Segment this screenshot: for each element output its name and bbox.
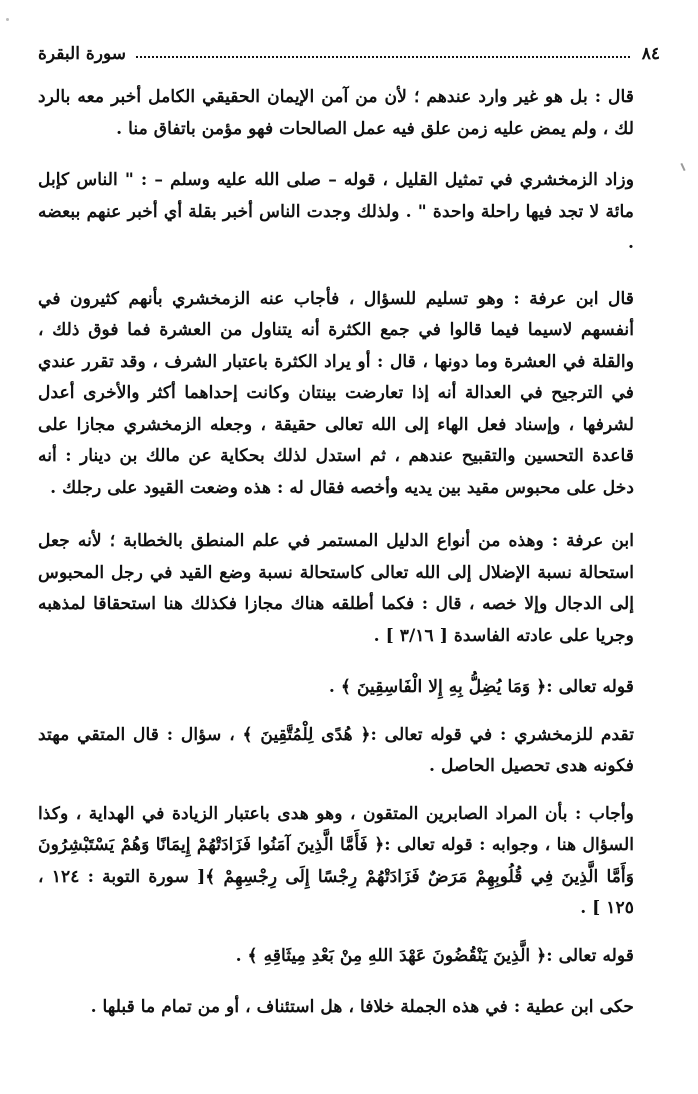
- paragraph-5: تقدم للزمخشري : في قوله تعالى :﴿ هُدًى لِلْمُتَّقِينَ ﴾ ، سؤال : قال المتقي مهتد فكونه هدى تحصيل الحاصل .: [38, 724, 634, 776]
- paragraph-3: قال ابن عرفة : وهو تسليم للسؤال ، فأجاب عنه الزمخشري بأنهم كثيرون في أنفسهم لاسيما فيما قالوا في جمع الكثرة أنه يتناول من العشرة فما فوق ذلك ، والقلة في العشرة وما دونها ، قال : أو يراد الكثرة باعتبار الشرف ، وقد تقرر عندي في الترجيح في العدالة أنه إذا تعارضت بينتان وكانت إحداهما أكثر والأخرى أعدل لشرفها ، وإسناد فعل الهاء إلى الله تعالى حقيقة ، وجعله الزمخشري مجازا على قاعدة التحسين والتقبيح عندهم ، ثم استدل لذلك بحكاية عن مالك بن دينار : أنه دخل على محبوس مقيد بين يديه وأخصه فقال له : هذه وضعت القيود على رجلك .: [38, 288, 634, 498]
- paragraph-7: حكى ابن عطية : في هذه الجملة خلافا ، هل استئناف ، أو من تمام ما قبلها .: [90, 997, 634, 1017]
- surah-title: سورة البقرة: [38, 44, 126, 64]
- paragraph-4: ابن عرفة : وهذه من أنواع الدليل المستمر في علم المنطق بالخطابة ؛ لأنه جعل استحالة نسبة الإضلال إلى الله تعالى كاستحالة نسبة وضع القيد في رجل المحبوس إلى الدجال وإلا خصه ، قال : فكما أطلقه هناك مجازا فكذلك هنا استحقاقا لمذهبه وجريا على عادته الفاسدة [ ٣/١٦ ] .: [38, 531, 634, 646]
- paragraph-1: قال : بل هو غير وارد عندهم ؛ لأن من آمن الإيمان الحقيقي الكامل أخبر معه بالرد لك ، ولم يمض عليه زمن علق فيه عمل الصالحات فهو مؤمن باتفاق منا .: [38, 87, 634, 139]
- paragraph-2: وزاد الزمخشري في تمثيل القليل ، قوله – صلى الله عليه وسلم – : " الناس كإبل مائة لا تجد فيها راحلة واحدة " . ولذلك وجدت الناس أخبر بقلة أي أخبر عنهم ببعضه .: [38, 170, 634, 253]
- quran-verse-heading-1: قوله تعالى :﴿ وَمَا يُضِلُّ بِهِ إِلا الْفَاسِقِينَ ﴾ .: [328, 677, 634, 697]
- page-number: ٨٤: [641, 44, 660, 64]
- page-header: [38, 34, 660, 64]
- scan-dot: [6, 18, 9, 21]
- quran-verse-heading-2: قوله تعالى :﴿ الَّذِينَ يَنْقُضُونَ عَهْدَ اللهِ مِنْ بَعْدِ مِيثَاقِهِ ﴾ .: [235, 945, 634, 966]
- paragraph-6: وأجاب : بأن المراد الصابرين المتقون ، وهو هدى باعتبار الزيادة في الهداية ، وكذا السؤال هنا ، وجوابه : قوله تعالى :﴿ فَأَمَّا الَّذِينَ آمَنُوا فَزَادَتْهُمْ إِيمَانًا وَهُمْ يَسْتَبْشِرُونَ وَأَمَّا الَّذِينَ فِي قُلُوبِهِمْ مَرَضٌ فَزَادَتْهُمْ رِجْسًا إِلَى رِجْسِهِمْ ﴾[ سورة التوبة : ١٢٤ ، ١٢٥ ] .: [38, 803, 635, 918]
- header-dotted-leader: [136, 56, 630, 58]
- book-page: [38, 34, 660, 1024]
- scan-mark: [680, 163, 685, 171]
